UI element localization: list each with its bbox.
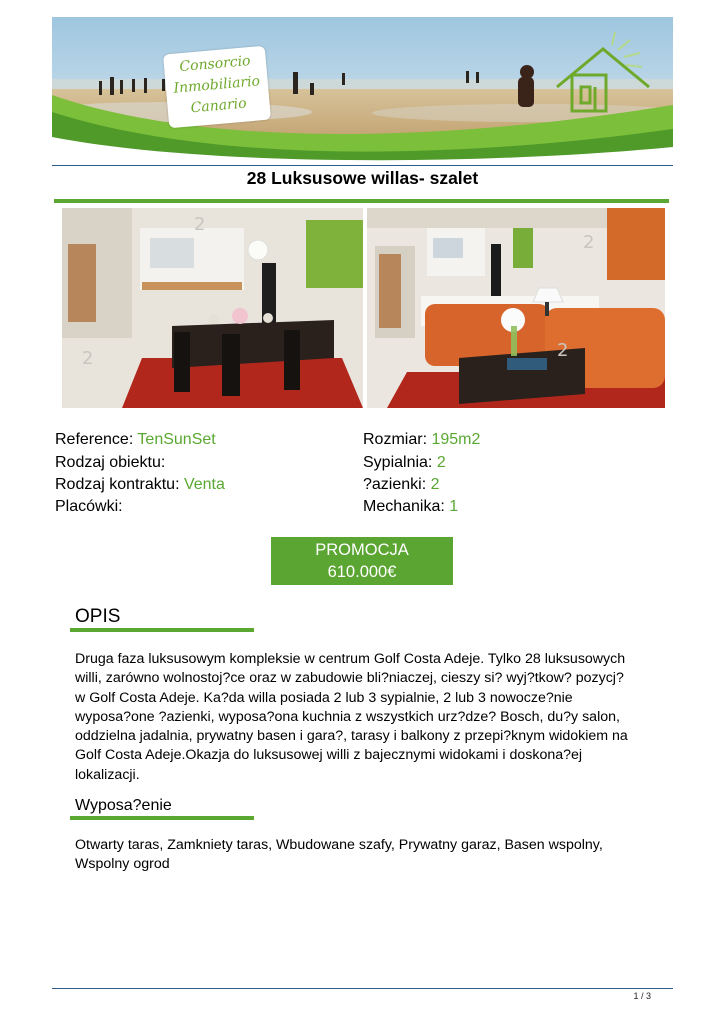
property-value: Venta bbox=[183, 476, 225, 493]
promo-price-box bbox=[271, 537, 453, 585]
photo-watermark-1: 2 bbox=[194, 214, 206, 235]
wyposazenie-line: Otwarty taras, Zamkniety taras, Wbudowane szafy, Prywatny garaz, Basen wspolny, bbox=[75, 837, 603, 853]
opis-line: lokalizacji. bbox=[75, 766, 140, 783]
opis-line: w Golf Costa Adeje. Ka?da willa posiada 2 lub 3 sypialnie, 2 lub 3 nowocze?nie bbox=[75, 689, 573, 706]
property-label: Placówki: bbox=[55, 498, 123, 515]
page-number: 1 / 3 bbox=[633, 991, 651, 1001]
property-label: ?azienki: bbox=[363, 476, 427, 493]
title-divider bbox=[54, 199, 669, 203]
property-rozmiar bbox=[363, 431, 480, 449]
property-label: Sypialnia: bbox=[363, 454, 433, 471]
opis-line: wyposa?one ?azienki, wyposa?ona kuchnia z wszystkich urz?dze? Bosch, du?y salon, bbox=[75, 708, 620, 725]
property-rodzaj-obiektu bbox=[55, 454, 165, 472]
promo-label: PROMOCJA bbox=[315, 541, 409, 559]
opis-line: Golf Costa Adeje.Okazja do luksusowej willi z bajecznymi widokami i doskona?ej bbox=[75, 747, 583, 764]
property-value: 2 bbox=[436, 454, 446, 471]
logo-line-3: Canario bbox=[190, 95, 248, 117]
opis-underline bbox=[70, 628, 254, 632]
company-logo bbox=[163, 46, 271, 129]
property-azienki bbox=[363, 476, 440, 494]
photo-watermark-2: 2 bbox=[82, 348, 94, 369]
opis-heading: OPIS bbox=[75, 606, 121, 627]
property-value: TenSunSet bbox=[137, 431, 216, 448]
property-mechanika bbox=[363, 498, 458, 516]
property-value: 2 bbox=[430, 476, 440, 493]
property-reference bbox=[55, 431, 216, 449]
property-label: Mechanika: bbox=[363, 498, 445, 515]
property-placowki bbox=[55, 498, 123, 516]
living-room-photo bbox=[367, 208, 665, 408]
wyposazenie-heading: Wyposa?enie bbox=[75, 797, 172, 814]
logo-line-2: Inmobiliario bbox=[172, 73, 261, 97]
logo-line-1: Consorcio bbox=[178, 53, 252, 76]
dining-room-photo bbox=[62, 208, 363, 408]
property-sypialnia bbox=[363, 454, 446, 472]
banner-divider bbox=[52, 165, 673, 166]
property-value: 195m2 bbox=[431, 431, 481, 448]
property-value: 1 bbox=[449, 498, 459, 515]
property-label: Rodzaj obiektu: bbox=[55, 454, 166, 471]
wyposazenie-text bbox=[75, 836, 655, 875]
property-label: Reference: bbox=[55, 431, 134, 448]
footer-divider bbox=[52, 988, 673, 989]
promo-price: 610.000€ bbox=[327, 563, 397, 581]
property-label: Rozmiar: bbox=[363, 431, 428, 448]
photo-watermark-3: 2 bbox=[583, 232, 595, 253]
property-rodzaj-kontraktu bbox=[55, 476, 225, 494]
opis-line: willi, zarówno wolnostoj?ce oraz w zabudowie bli?niaczej, cieszy si? wyj?tkow? pozycj? bbox=[75, 670, 624, 687]
property-label: Rodzaj kontraktu: bbox=[55, 476, 180, 493]
photo-watermark-4: 2 bbox=[557, 340, 569, 361]
listing-title: 28 Luksusowe willas- szalet bbox=[246, 168, 479, 188]
wyposazenie-line: Wspolny ogrod bbox=[75, 856, 170, 873]
opis-line: oddzielna jadalnia, prywatny basen i gara?, tarasy i balkony z przepi?knym widokiem na bbox=[75, 728, 628, 745]
wyposazenie-underline bbox=[70, 816, 254, 820]
beach-banner-image bbox=[52, 17, 673, 166]
header-banner bbox=[52, 17, 673, 166]
opis-text bbox=[75, 650, 655, 785]
opis-line: Druga faza luksusowym kompleksie w centrum Golf Costa Adeje. Tylko 28 luksusowych bbox=[75, 651, 626, 667]
